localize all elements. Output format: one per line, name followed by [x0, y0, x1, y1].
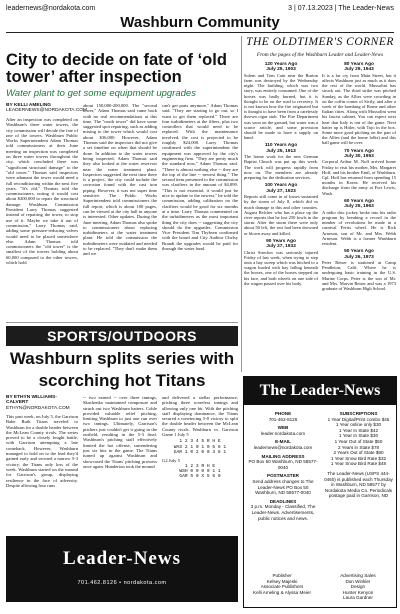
contact-label: E-MAIL [275, 439, 291, 445]
oldtimers-date: July 30, 1953 [344, 154, 374, 160]
oldtimers-heading: 80 Years Ago [344, 62, 374, 67]
box-score-row: 1 2 3 R H E [184, 463, 216, 469]
box-score-row: WAS 2 1 0 1 0 5 6 1 [173, 444, 227, 450]
sports-column-3-text: and delivered a stellar performance, pitching three scoreless innings and allowing only one hit. With the pitching staff displaying dominance, the Titans secured a convincing 5-0 victory to split the double header between the McLean County rivals. Washburn vs. Garrison Game 1 July 5 [162, 395, 238, 438]
box-score-2-title: G2 July 5 [162, 458, 180, 464]
staff-name: Laura Gardner [343, 595, 373, 601]
sports-column-2: -- two earned -- over three innings, Skachenko maintained composure and struck out two Washburn batters. Coble provided valuable relief pitching, limiting Washburn to just one run over two innings. Ultimately, Garrison's pitchers just couldn't get it going in the outfield, resulting in the 5-3 final. Washburn's pitching staff effectively limited the hot offense, surrendering just six hits in the game. The Titans turned up against Washburn and showcased the Titans' pitching prowess once again. Hunderton took the mound [83, 395, 157, 469]
oldtimers-text: Corporal Arthur M. Noff arrived home Friday to visit his mother, Mrs. Margaret Hoff, and his brother Emil, of Washburn. Cpl. Hoff has returned from spending 15 months in Korea. He received his discharge from the army at Fort Lewis, Wash. [322, 159, 396, 196]
box-score-1 [162, 439, 238, 455]
subscription-rate: 2 Years Out of State $90 [333, 450, 384, 456]
box-score-2 [162, 464, 238, 480]
staff-name: Kelli Ameling & Alyssa Meier [253, 589, 312, 595]
section-divider [6, 322, 238, 323]
box-score-row: GAR 1 0 2 0 0 3 6 1 [173, 449, 227, 455]
masthead-box [243, 376, 397, 608]
contact-value: Send address changes to The Leader-News PO Box 50 Washburn, ND 58577-0040 [252, 478, 314, 496]
masthead-staff [247, 573, 393, 601]
oldtimers-text: It is a far cry from Main Street, but it affects Washburn just as much as it does the rest of the world. Mussolini has struck out. The third strike was pitched Sunday, as the Allies were crowding in on the coffin corner of Sicily, and after a week of the bombing of Rome and other Italian cities. Along with Mussolini went his fascist cabinet. You can expect next hear that Italy is out of the game. Next batter up is Hitler, with Tojo in the box. Some more good pitching on the part of the Allies (and the home folks) and this ball game will be over. [322, 72, 396, 146]
contact-label: MAILING ADDRESS [261, 453, 305, 459]
banner-title: Leader-News [63, 548, 181, 569]
oldtimers-text: Solem and Tom Cain near the Burton farm was destroyed by the Wednesday night. The building, which was two story, was entirely consumed. One of the horses was badly burned, but it is thought to be on the road to recovery. It is not known how the fire originated but is thought to have been from a carelessly thrown cigar stub. The Fire Department was soon on the ground, but water was a scarce article, and some provision should be made to have a supply on hand. [244, 72, 318, 141]
sports-column-1: This past week, on July 5, the Garrison Babe Ruth Titans traveled to Washburn for a double header between the McLean County rivals. The series proved to be a closely fought battle, with Garrison attempting a late comeback. However, Washburn managed to hold on to the lead they'd gained early and secured a narrow 5-3 victory, the Titans only loss of the week. Washburn started on the mound for Garrison's group, displaying resilience in the face of adversity. Despite allowing four runs [6, 414, 78, 488]
staff-name: Don Winkler [345, 578, 371, 584]
oldtimers-date: July 25, 1903 [266, 67, 296, 73]
oldtimers-heading: 110 Years Ago [264, 143, 298, 149]
oldtimers-column-right [322, 62, 396, 370]
subscription-rate: 1 Year Out of State $50 [334, 438, 383, 444]
oldtimers-date: July 25, 1913 [266, 148, 296, 154]
sports-column-3 [162, 395, 238, 532]
article-column-3: can't get parts anymore," Adam Thomas said. "They are starting to go out, so I want to get them replaced." There are four turbidimeters at the filters, plus two controllers that would need to be replaced. With the maintenance involved, the cost is projected to be roughly $24,000. Larry Thomas confirmed with the superintendent the equipment was approved by the city's engineering firm. "They are pretty much the standard now," Adam Thomas said. "There is almost nothing else -- they are the top of the line -- newest thing." The second item presented to the commission was clarifiers in the amount of $4,899. "This is not essential, it would just be nice to update to the newest," he told the commission, adding calibration on the clarifiers would be good for six months at a time. Larry Thomas commented on the turbidimeters as the most important thing the city does -- suggesting the city should do the upgrades. Commission Vice President Tim Thybsen confirmed with the board and City Auditor Chelsy Brandt the upgrades would be paid for through the water fund. [162, 103, 238, 252]
article-byline [6, 103, 88, 114]
staff-right [323, 573, 393, 601]
box-score-row: GAR 5 0 X 5 6 0 [179, 474, 221, 480]
oldtimers-heading: 90 Years Ago [266, 238, 296, 244]
oldtimers-date: July 27, 1923 [266, 188, 296, 194]
contact-label: DEADLINES [269, 498, 297, 504]
contact-value: leadernews@nordakota.com [253, 444, 313, 450]
box-score-row: 1 2 3 4 5 R H E [179, 439, 221, 445]
masthead-title: The Leader-News [244, 377, 396, 405]
staff-role: Design [350, 584, 366, 590]
article-column-1: After an inspection was completed on Washburn's three water towers, the city commission will decide the fate of one of the towers. Washburn Public Works Superintendent Adam Thomas told commissioners at their June meeting an inspection was completed on three water towers throughout the city, which concluded there was "significant structural damage" to the "old tower." Thomas said inspectors were adamant the tower would need a full reconditioning within the next five years. "It's old," Thomas told the commissioners, noting it would cost about $200,000 to repair the structural damage. Washburn Commission President Larry Thomas suggested instead of repairing the tower, to stop use of it. Maybe we take it out of commission," Larry Thomas said, adding some pressure-reducing valves would need to be placed somewhere else. Adam Thomas told commissioners the "old tower" is the smallest of the towers holding about 60,000 compared to the other towers, which hold [6, 117, 78, 266]
subscription-rate: 2 Years in State $78 [337, 444, 380, 450]
oldtimers-subtitle: From the pages of the Washburn Leader and Leader-News [256, 52, 384, 58]
masthead-contact-column [247, 408, 319, 521]
oldtimers-text: A radio disc jockey broke into his radio program by breaking a record in the number of revolutions he made in a carnival Ferris wheel. He is Rick Arneson, son of Mr. and Mrs. Webb Arneson. Webb is a former Washburn resident. [322, 209, 396, 246]
page-header [6, 2, 394, 14]
subscriptions-title: SUBSCRIPTIONS [339, 411, 378, 416]
article-column-2: about 150,000-200,000. The "second tower," Adam Thomas said came back with no real recommendations at this time. The "north tower" did have some suggested spot repairing, such as adding mixing to the tower which would cost about $36,000. However, Adam Thomas said the inspectors did not give a set timeline on when that should be done. In addition to the water towers being inspected, Adam Thomas said they also looked at the water reservoir near the water treatment plant. Inspectors suggested the next time there is a project, the city could include the corrosion found with the cast iron piping. However, it was not super time sensitive. The Public Works Superintendent told commissioners the full report, which is about 100 pages, can be viewed at the city hall in anyone is interested. Other updates. During the June meeting, Adam Thomas also spoke to commissioners about replacing turbidimeters at the water treatment plant. He told the commission the turbidimeters were outdated and needed to be replaced. "They don't make them and we [83, 103, 157, 257]
oldtimers-heading: 120 Years Ago [264, 62, 298, 67]
contact-label: PHONE [274, 411, 292, 416]
contact-value: 3 p.m. Monday - Classified, The Leader-News. Advertisements, public notices and news. [250, 504, 316, 521]
subscription-rate: 1 Year In State $30 [338, 433, 379, 439]
contact-label: POSTMASTER [267, 473, 299, 479]
leader-news-banner [6, 536, 238, 602]
banner-contact: 701.462.8126 • nordakota.com [77, 580, 167, 586]
publication-note: The Leader-News (USPS 444-0460) is published each Thursday in Washburn, ND 58577 by Nordakota Media Co. Periodicals postage paid in Garrison, ND [324, 470, 393, 499]
oldtimers-date: July 27, 1933 [266, 244, 296, 250]
article-headline: City to decide on fate of ‘old tower’ after inspection [6, 51, 227, 86]
oldtimers-date: July 26, 1973 [344, 254, 374, 260]
sports-section-band: SPORTS/OUTDOORS [6, 326, 238, 346]
oldtimers-text: Christ Strecker was seriously injured Friday of last week, when trying to step onto a hay sweep which was hitched to a wagon loaded with hay falling beneath the horses, one of the horses stepped on his face, and both wheels on one side of the wagon passed over his body. [244, 249, 318, 286]
contact-value: leader.nordakota.com [260, 430, 306, 436]
subscription-rate: 1 Year online only $30 [335, 422, 382, 428]
subscription-rate: 1 Year Digital/Print combo $45 [327, 416, 390, 422]
oldtimers-date: July 29, 1943 [344, 67, 374, 73]
sports-headline: Washburn splits series with scorching hot Titans [9, 349, 235, 390]
staff-left [247, 573, 317, 601]
oldtimers-date: July 25, 1963 [344, 204, 374, 210]
contact-value: 701-462-8126 [268, 416, 298, 422]
byline-name: BY KELLI AMELING [6, 103, 52, 108]
oldtimers-title: THE OLDTIMER'S CORNER [246, 36, 394, 48]
site-email: leadernews@nordakota.com [6, 4, 96, 12]
contact-value: PO Box 50 Washburn, ND 58577-0040 [248, 459, 318, 470]
issue-meta: 3 | 07.13.2023 | The Leader-News [288, 4, 394, 12]
staff-name: Kelsey Majeski [266, 578, 298, 584]
oldtimers-text: The frame work for the new German Baptist Church was put up this week. The work will progress rapidly from now on. The members are already preparing for the dedication services. [244, 154, 318, 181]
staff-name: Hunter Kenyon [342, 589, 374, 595]
staff-role: Associate Publishers [260, 584, 304, 590]
oldtimers-heading: 100 Years Ago [264, 183, 298, 189]
oldtimers-heading: 60 Years Ago [344, 198, 374, 204]
contact-label: WEB [277, 425, 289, 431]
byline-email: LEADERNEWS@NORDAKOTA.COM [6, 108, 88, 114]
subscription-rate: 1 Year Snow Bird Rate $48 [330, 461, 387, 467]
oldtimers-text: Reports still come in of losses sustained by the storm of July 8, which did so much damage to this and other counties. August Belcher who has a place up the river reports that he lost 250 fowls in the storm. After the storm there were only about 50 left, the rest had been drowned or blown away and killed. [244, 194, 318, 236]
column-divider [241, 36, 242, 372]
subscription-rate: 1 Year In State $42 [338, 427, 379, 433]
oldtimers-heading: 70 Years Ago [344, 148, 374, 154]
article-subhead: Water plant to get some equipment upgrades [6, 88, 196, 99]
masthead-subscriptions-column [322, 408, 395, 499]
box-score-row: WSH 0 0 0 0 1 1 [179, 468, 221, 474]
oldtimers-heading: 50 Years Ago [344, 249, 374, 255]
oldtimers-column-left [244, 62, 318, 370]
oldtimers-text: Peter Reiser is stationed at Camp Pendleton, Calif. Where he is undergoing basic training in the U.S. Marine Corps. Peter is the son of Mr. and Mrs. Marvin Reiser and was a 1973 graduate of Washburn High School. [322, 259, 396, 291]
sports-byline [6, 395, 78, 411]
byline-name: BY ETHYN WILLIAMS-CALVERT [6, 395, 57, 406]
byline-email: ETHYN@NORDAKOTA.COM [6, 405, 70, 411]
staff-role: Advertising Sales [340, 573, 376, 578]
section-title: Washburn Community [6, 15, 394, 33]
subscription-rate: 1 Year Snow Bird Rate $32 [330, 455, 387, 461]
staff-role: Publisher [272, 573, 292, 578]
